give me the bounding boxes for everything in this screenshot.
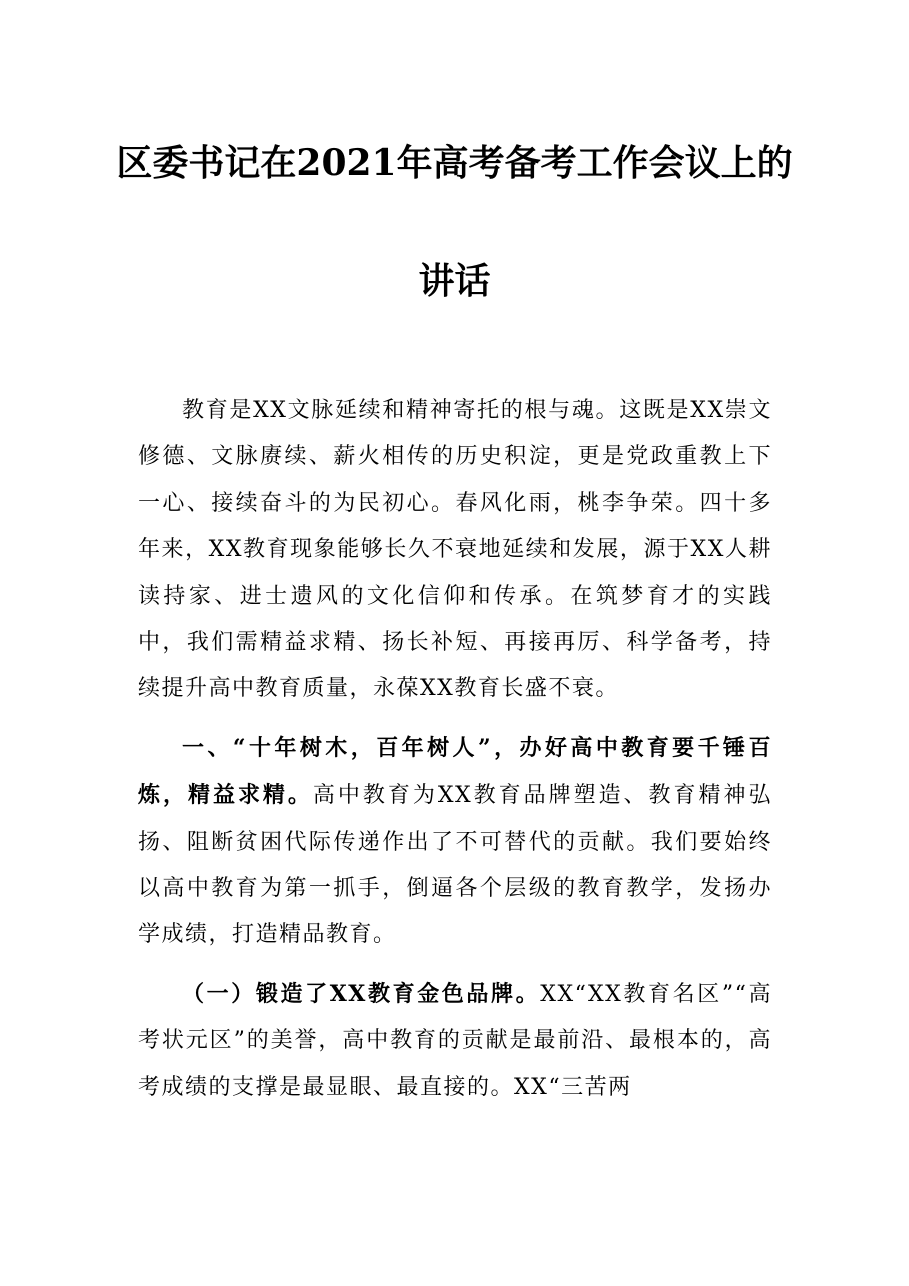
subsection-1-heading: （一）锻造了XX教育金色品牌。 [182,980,541,1007]
document-title-line-2: 讲话 [418,260,491,302]
section-1-heading: 一、“十年树木，百年树人”，办好高中教育要千锤百炼，精益求精。 [138,734,772,809]
document-body [138,388,772,1123]
paragraph-section-1 [138,725,772,959]
paragraph-intro-text: 教育是XX文脉延续和精神寄托的根与魂。这既是XX崇文修德、文脉赓续、薪火相传的历史积淀，更是党政重教上下一心、接续奋斗的为民初心。春风化雨，桃李争荣。四十多年来，XX教育现象能够长久不衰地延续和发展，源于XX人耕读持家、进士遗风的文化信仰和传承。在筑梦育才的实践中，我们需精益求精、扬长补短、再接再厉、科学备考，持续提升高中教育质量，永葆XX教育长盛不衰。 [138,398,772,702]
section-1-text: 高中教育为XX教育品牌塑造、教育精神弘扬、阻断贫困代际传递作出了不可替代的贡献。我们要始终以高中教育为第一抓手，倒逼各个层级的教育教学，发扬办学成绩，打造精品教育。 [138,783,772,948]
paragraph-intro [138,388,772,713]
document-title-line-1: 区委书记在2021年高考备考工作会议上的 [116,142,793,184]
paragraph-subsection-1 [138,971,772,1111]
subsection-1-text: XX“XX教育名区”“高考状元区”的美誉，高中教育的贡献是最前沿、最根本的，高考成绩的支撑是最显眼、最直接的。XX“三苦两 [138,981,772,1100]
